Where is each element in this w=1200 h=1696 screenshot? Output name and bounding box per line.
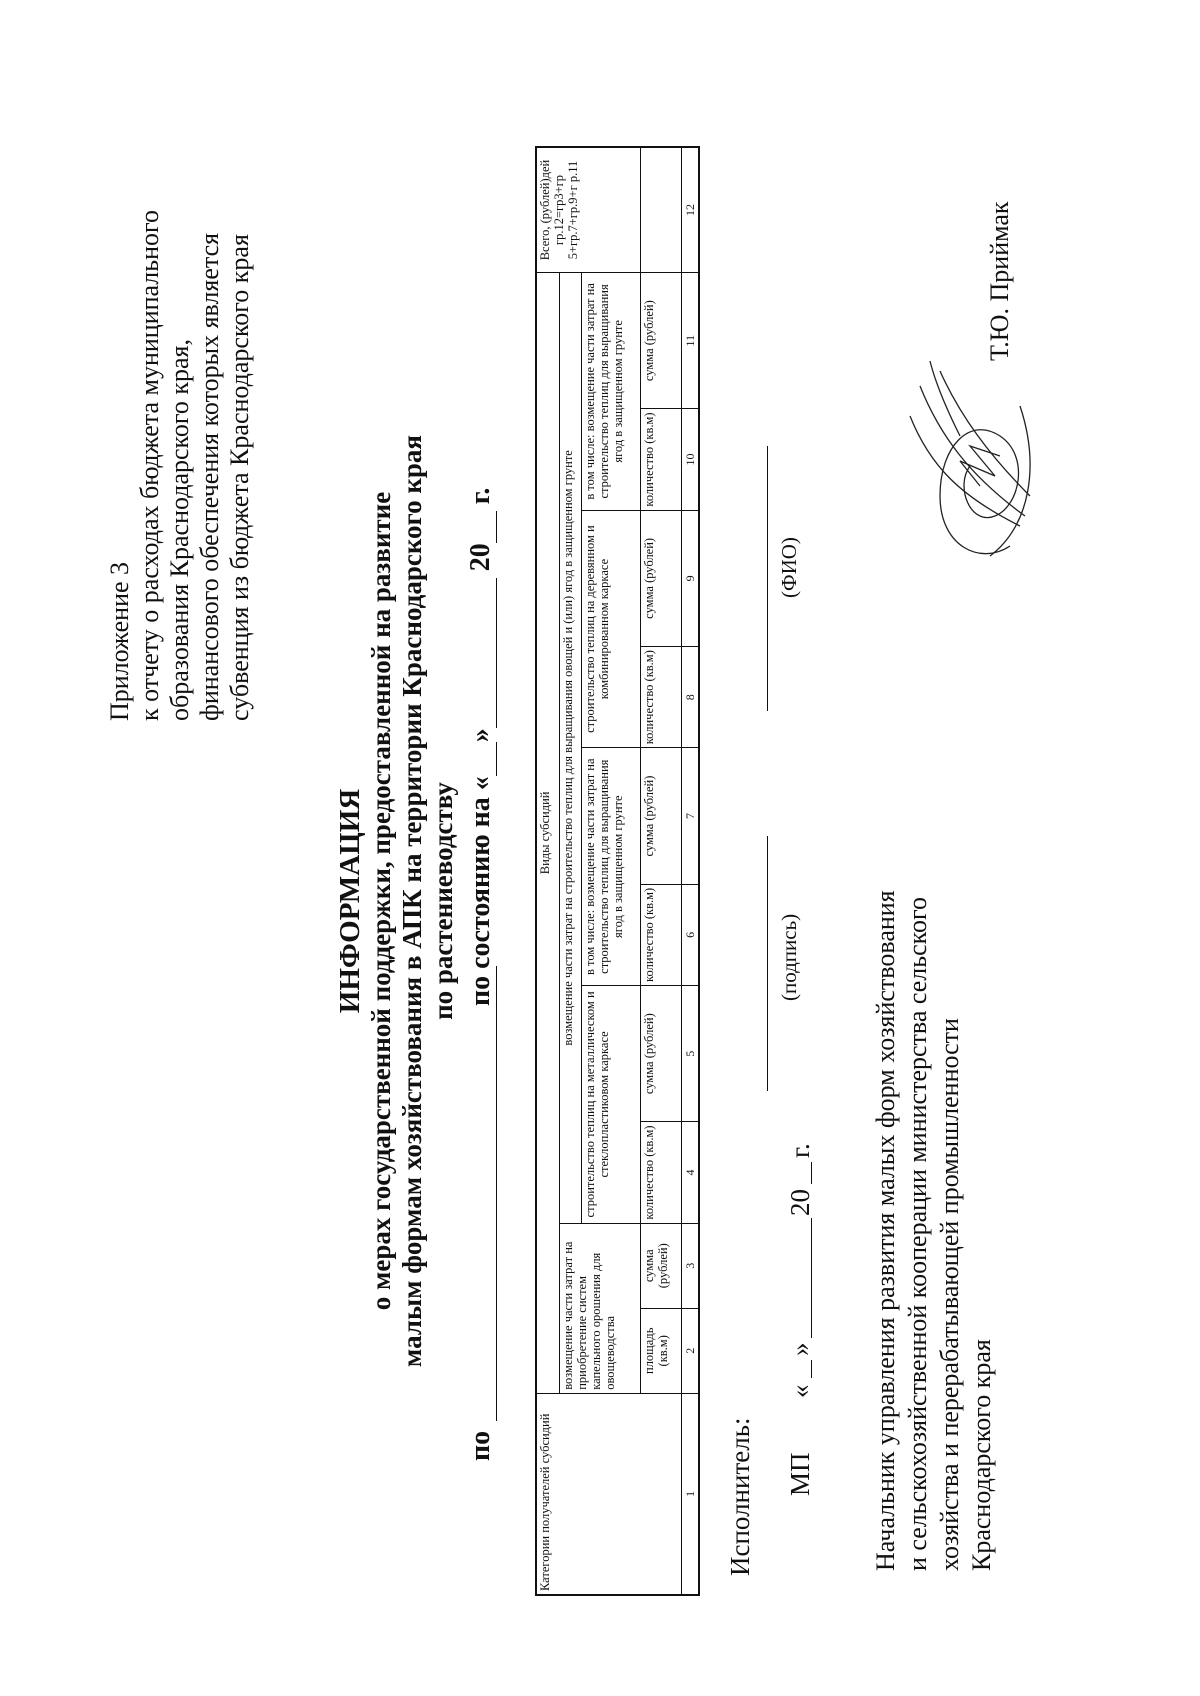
header-wood-frame: строительство теплиц на деревянном и комбинированном каркасе (581, 510, 640, 748)
month-blank (472, 578, 497, 728)
header-drip-irrigation: возмещение части затрат на приобретение систем капельного орошения для овощеводства (559, 1223, 641, 1393)
month-blank (811, 1218, 812, 1338)
date-close-quote: » (785, 1342, 815, 1356)
chief-line: Начальник управления развития малых форм хозяйствования (871, 890, 900, 1571)
col-number: 5 (682, 986, 700, 1122)
appendix-line: финансового обеспечения которых является (195, 232, 224, 721)
header-sum: сумма (рублей) (641, 273, 682, 409)
document-title (335, 226, 459, 1576)
chief-line: и сельскохозяйственной кооперации министерства сельского (903, 897, 932, 1571)
year-suffix: г. (465, 487, 496, 505)
handwritten-signature (900, 356, 1060, 586)
year-blank (811, 1162, 812, 1184)
header-qty: количество (кв.м) (641, 884, 682, 985)
header-metal-frame: строительство теплиц на металлическом и стеклопластиковом каркасе (581, 986, 640, 1224)
mp-label: МП (785, 1452, 815, 1496)
col-number: 6 (682, 884, 700, 985)
as-of-mid: » (465, 728, 496, 743)
col-number: 4 (682, 1122, 700, 1223)
subsidy-table (535, 146, 700, 1596)
date-year-suffix: г. (785, 1143, 815, 1158)
header-qty: количество (кв.м) (641, 1122, 682, 1223)
appendix-line: к отчету о расходах бюджета муниципального (135, 209, 164, 721)
col-number: 9 (682, 510, 700, 646)
appendix-line: субвенция из бюджета Краснодарского края (225, 234, 254, 721)
header-greenhouse: возмещение части затрат на строительство теплиц для выращивания овощей и (или) ягод в защищенном грунте (559, 273, 581, 1224)
header-total: Всего, (рублей)дей гр.12=гр3+гр 5+гр.7+гр.9+г р.11 (536, 147, 641, 273)
recipient-blank (474, 966, 497, 1421)
header-recipient-category: Категории получателей субсидий (536, 1393, 682, 1595)
header-qty: количество (кв.м) (641, 647, 682, 748)
year-blank (472, 511, 497, 543)
year-prefix: 20 (465, 543, 496, 572)
signature-blank (767, 836, 768, 1091)
col-number: 10 (682, 409, 700, 510)
col-number: 8 (682, 647, 700, 748)
chief-line: Краснодарского края (967, 1339, 996, 1571)
chief-line: хозяйства и перерабатывающей промышленности (935, 1018, 964, 1571)
header-sum: сумма (рублей) (641, 986, 682, 1122)
header-area: площадь (кв.м) (641, 1308, 682, 1393)
col-number: 1 (682, 1393, 700, 1595)
recipient-prefix: по (465, 1430, 496, 1461)
title-heading: ИНФОРМАЦИЯ (334, 788, 366, 1014)
col-number: 12 (682, 147, 700, 273)
day-blank (811, 1360, 812, 1378)
fio-caption: (ФИО) (777, 537, 801, 598)
date-year-prefix: 20 (785, 1189, 815, 1216)
col-number: 11 (682, 273, 700, 409)
title-line: о мерах государственной поддержки, предоставленной на развитие (366, 491, 396, 1311)
header-qty: количество (кв.м) (641, 409, 682, 510)
appendix-note (105, 141, 255, 721)
header-wood-incl-berries: в том числе: возмещение части затрат на строительство теплиц для выращивания ягод в защищенном грунте (581, 273, 640, 511)
header-sum: сумма (рублей) (641, 748, 682, 884)
recipient-line (465, 966, 497, 1461)
as-of-prefix: по состоянию на « (465, 776, 496, 1006)
header-sum: сумма (рублей) (641, 1223, 682, 1308)
as-of-date (465, 461, 497, 1006)
appendix-line: образования Краснодарского края, (165, 338, 194, 721)
chief-block (870, 571, 998, 1571)
header-metal-incl-berries: в том числе: возмещение части затрат на строительство теплиц для выращивания ягод в защищенном грунте (581, 748, 640, 986)
col-number: 7 (682, 748, 700, 884)
title-line: малым формам хозяйствования в АПК на территории Краснодарского края (397, 434, 427, 1368)
col-number: 3 (682, 1223, 700, 1308)
signature-caption: (подпись) (777, 913, 801, 1001)
header-total-spacer (641, 147, 682, 273)
col-number: 2 (682, 1308, 700, 1393)
column-number-row (682, 147, 700, 1595)
title-line: по растениеводству (428, 782, 458, 1020)
executor-signature-row (777, 296, 845, 1496)
chief-name: Т.Ю. Приймак (985, 201, 1014, 361)
date-open-quote: « (785, 1384, 815, 1398)
header-subsidy-types: Виды субсидий (536, 273, 559, 1394)
header-sum: сумма (рублей) (641, 510, 682, 646)
appendix-line: Приложение 3 (105, 561, 134, 721)
executor-label: Исполнитель: (725, 1417, 755, 1576)
day-blank (472, 742, 497, 776)
fio-blank (767, 446, 768, 711)
